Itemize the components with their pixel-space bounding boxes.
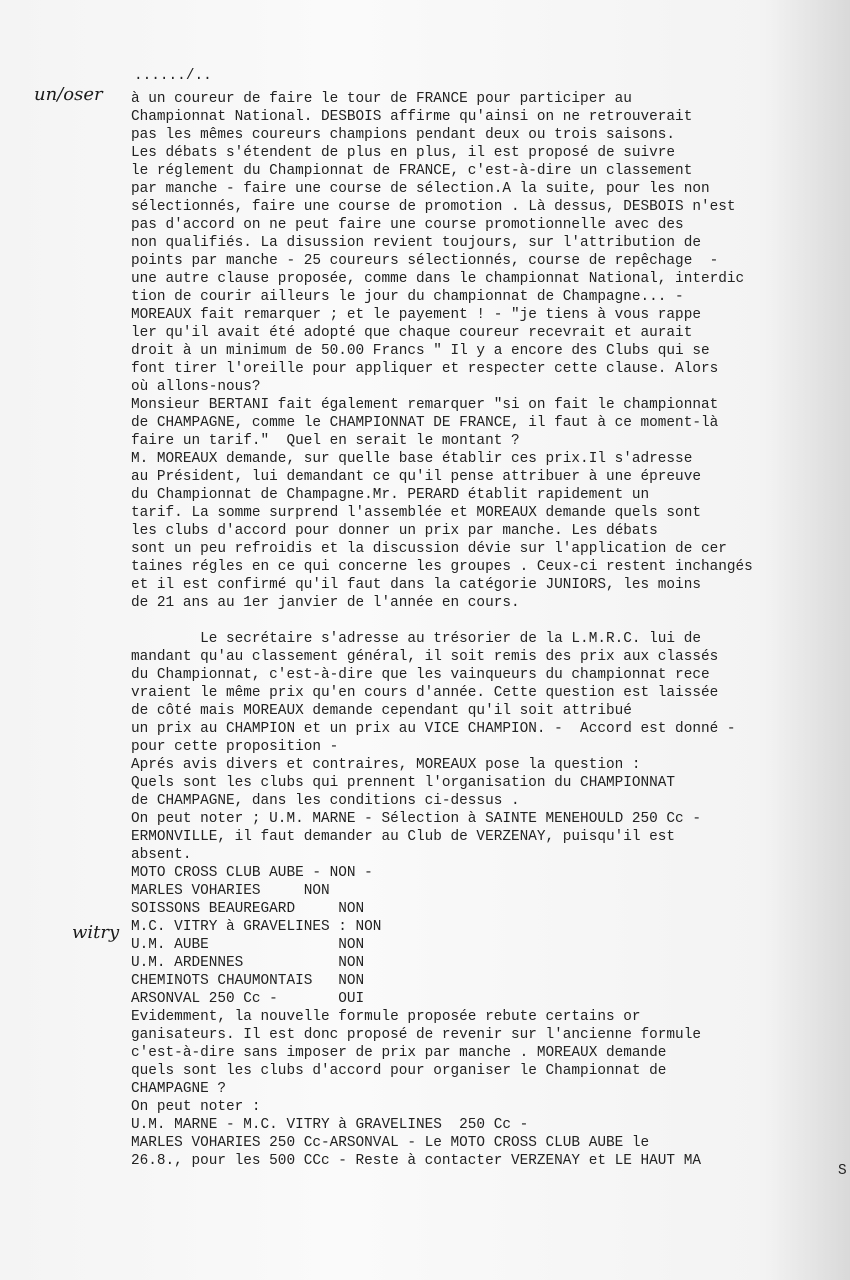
text-line: ARSONVAL 250 Cc - OUI [131, 991, 365, 1007]
text-line: de CHAMPAGNE, dans les conditions ci-dessus . [131, 793, 520, 809]
text-line: font tirer l'oreille pour appliquer et respecter cette clause. Alors [131, 361, 719, 377]
text-line: U.M. MARNE - M.C. VITRY à GRAVELINES 250 Cc - [131, 1117, 529, 1133]
text-line: sélectionnés, faire une course de promotion . Là dessus, DESBOIS n'est [131, 199, 736, 215]
header-dots: ....../.. [134, 68, 212, 84]
text-line: de côté mais MOREAUX demande cependant qu'il soit attribué [131, 703, 632, 719]
text-line: pour cette proposition - [131, 739, 339, 755]
text-line: où allons-nous? [131, 379, 261, 395]
text-line: droit à un minimum de 50.00 Francs " Il y a encore des Clubs qui se [131, 343, 710, 359]
text-line: Evidemment, la nouvelle formule proposée rebute certains or [131, 1009, 641, 1025]
text-line: On peut noter : [131, 1099, 261, 1115]
text-line: taines régles en ce qui concerne les groupes . Ceux-ci restent inchangés [131, 559, 753, 575]
text-line: M.C. VITRY à GRAVELINES : NON [131, 919, 382, 935]
text-line: SOISSONS BEAUREGARD NON [131, 901, 365, 917]
text-line: sont un peu refroidis et la discussion dévie sur l'application de cer [131, 541, 727, 557]
text-line: de CHAMPAGNE, comme le CHAMPIONNAT DE FRANCE, il faut à ce moment-là [131, 415, 719, 431]
text-line: Les débats s'étendent de plus en plus, il est proposé de suivre [131, 145, 676, 161]
text-line: M. MOREAUX demande, sur quelle base établir ces prix.Il s'adresse [131, 451, 693, 467]
text-line: une autre clause proposée, comme dans le championnat National, interdic [131, 271, 745, 287]
text-line: mandant qu'au classement général, il soit remis des prix aux classés [131, 649, 719, 665]
text-line: tion de courir ailleurs le jour du championnat de Champagne... - [131, 289, 684, 305]
text-line: U.M. ARDENNES NON [131, 955, 365, 971]
text-line: absent. [131, 847, 192, 863]
text-line: du Championnat, c'est-à-dire que les vainqueurs du championnat rece [131, 667, 710, 683]
text-line: pas d'accord on ne peut faire une course promotionnelle avec des [131, 217, 684, 233]
text-line: au Président, lui demandant ce qu'il pense attribuer à une épreuve [131, 469, 701, 485]
text-line: les clubs d'accord pour donner un prix par manche. Les débats [131, 523, 658, 539]
text-line: MOTO CROSS CLUB AUBE - NON - [131, 865, 373, 881]
text-line: MARLES VOHARIES 250 Cc-ARSONVAL - Le MOTO CROSS CLUB AUBE le [131, 1135, 650, 1151]
text-line: Le secrétaire s'adresse au trésorier de la L.M.R.C. lui de [131, 631, 701, 647]
text-line: ler qu'il avait été adopté que chaque coureur recevrait et aurait [131, 325, 693, 341]
right-edge-char: S [838, 1163, 847, 1179]
text-line: CHEMINOTS CHAUMONTAIS NON [131, 973, 365, 989]
text-line: CHAMPAGNE ? [131, 1081, 226, 1097]
text-line: pas les mêmes coureurs champions pendant deux ou trois saisons. [131, 127, 676, 143]
text-line: Quels sont les clubs qui prennent l'organisation du CHAMPIONNAT [131, 775, 676, 791]
text-line: ganisateurs. Il est donc proposé de revenir sur l'ancienne formule [131, 1027, 701, 1043]
text-line: du Championnat de Champagne.Mr. PERARD établit rapidement un [131, 487, 650, 503]
text-line: par manche - faire une course de sélection.A la suite, pour les non [131, 181, 710, 197]
text-line: MARLES VOHARIES NON [131, 883, 330, 899]
text-line: non qualifiés. La disussion revient toujours, sur l'attribution de [131, 235, 701, 251]
text-line: Aprés avis divers et contraires, MOREAUX pose la question : [131, 757, 641, 773]
text-line: ERMONVILLE, il faut demander au Club de VERZENAY, puisqu'il est [131, 829, 676, 845]
text-line: un prix au CHAMPION et un prix au VICE CHAMPION. - Accord est donné - [131, 721, 736, 737]
text-line: et il est confirmé qu'il faut dans la catégorie JUNIORS, les moins [131, 577, 701, 593]
text-line: Championnat National. DESBOIS affirme qu'ainsi on ne retrouverait [131, 109, 693, 125]
text-line: à un coureur de faire le tour de FRANCE pour participer au [131, 91, 632, 107]
text-line: quels sont les clubs d'accord pour organiser le Championnat de [131, 1063, 667, 1079]
text-line: Monsieur BERTANI fait également remarquer "si on fait le championnat [131, 397, 719, 413]
text-line: faire un tarif." Quel en serait le montant ? [131, 433, 520, 449]
text-line: tarif. La somme surprend l'assemblée et MOREAUX demande quels sont [131, 505, 701, 521]
text-line: U.M. AUBE NON [131, 937, 365, 953]
text-line: points par manche - 25 coureurs sélectionnés, course de repêchage - [131, 253, 719, 269]
document-body [131, 90, 753, 1170]
text-line: MOREAUX fait remarquer ; et le payement ! - "je tiens à vous rappe [131, 307, 701, 323]
margin-note-side: witry [72, 922, 120, 943]
text-line: de 21 ans au 1er janvier de l'année en cours. [131, 595, 520, 611]
text-line: le réglement du Championnat de FRANCE, c'est-à-dire un classement [131, 163, 693, 179]
text-line: vraient le même prix qu'en cours d'année. Cette question est laissée [131, 685, 719, 701]
text-line: On peut noter ; U.M. MARNE - Sélection à SAINTE MENEHOULD 250 Cc - [131, 811, 701, 827]
text-line: 26.8., pour les 500 CCc - Reste à contacter VERZENAY et LE HAUT MA [131, 1153, 701, 1169]
margin-note-top: un/oser [34, 84, 103, 105]
text-line [131, 612, 753, 630]
text-line: c'est-à-dire sans imposer de prix par manche . MOREAUX demande [131, 1045, 667, 1061]
